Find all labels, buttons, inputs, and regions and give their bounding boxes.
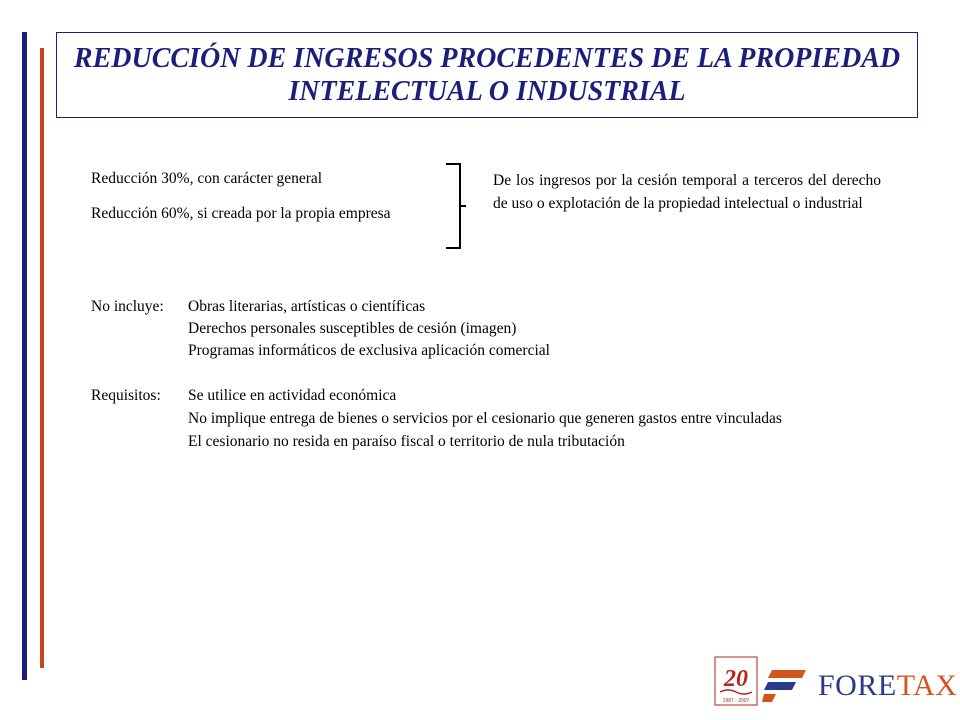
no-incluye-item: Derechos personales susceptibles de cesión (imagen) xyxy=(188,320,517,337)
foretax-logo-mark-icon xyxy=(762,664,808,704)
anniversary-seal-icon xyxy=(714,656,758,706)
no-incluye-label: No incluye: xyxy=(91,298,164,315)
requisitos-item: El cesionario no resida en paraíso fiscal o territorio de nula tributación xyxy=(188,433,625,450)
requisitos-item: Se utilice en actividad económica xyxy=(188,387,397,404)
foretax-logo-tax: TAX xyxy=(896,669,958,702)
left-accent-bar-red xyxy=(40,48,44,668)
no-incluye-item: Programas informáticos de exclusiva aplicación comercial xyxy=(188,342,550,359)
title-box xyxy=(56,32,918,118)
reduction-own-creation: Reducción 60%, si creada por la propia empresa xyxy=(91,205,391,222)
svg-text:1987 - 2007: 1987 - 2007 xyxy=(722,698,750,704)
requisitos-label: Requisitos: xyxy=(91,387,161,404)
foretax-logo-fore: FORE xyxy=(818,669,897,702)
left-accent-bar-blue xyxy=(22,32,27,680)
right-brace-icon xyxy=(444,160,468,252)
income-description: De los ingresos por la cesión temporal a terceros del derecho de uso o explotación de la propiedad intelectual o industrial xyxy=(493,172,881,212)
svg-text:20: 20 xyxy=(724,666,748,692)
foretax-logo-text xyxy=(818,669,957,703)
reduction-general: Reducción 30%, con carácter general xyxy=(91,170,323,187)
no-incluye-item: Obras literarias, artísticas o científicas xyxy=(188,298,426,315)
slide-title: REDUCCIÓN DE INGRESOS PROCEDENTES DE LA PROPIEDAD INTELECTUAL O INDUSTRIAL xyxy=(73,43,901,107)
requisitos-item: No implique entrega de bienes o servicios por el cesionario que generen gastos entre vinculadas xyxy=(188,410,782,427)
